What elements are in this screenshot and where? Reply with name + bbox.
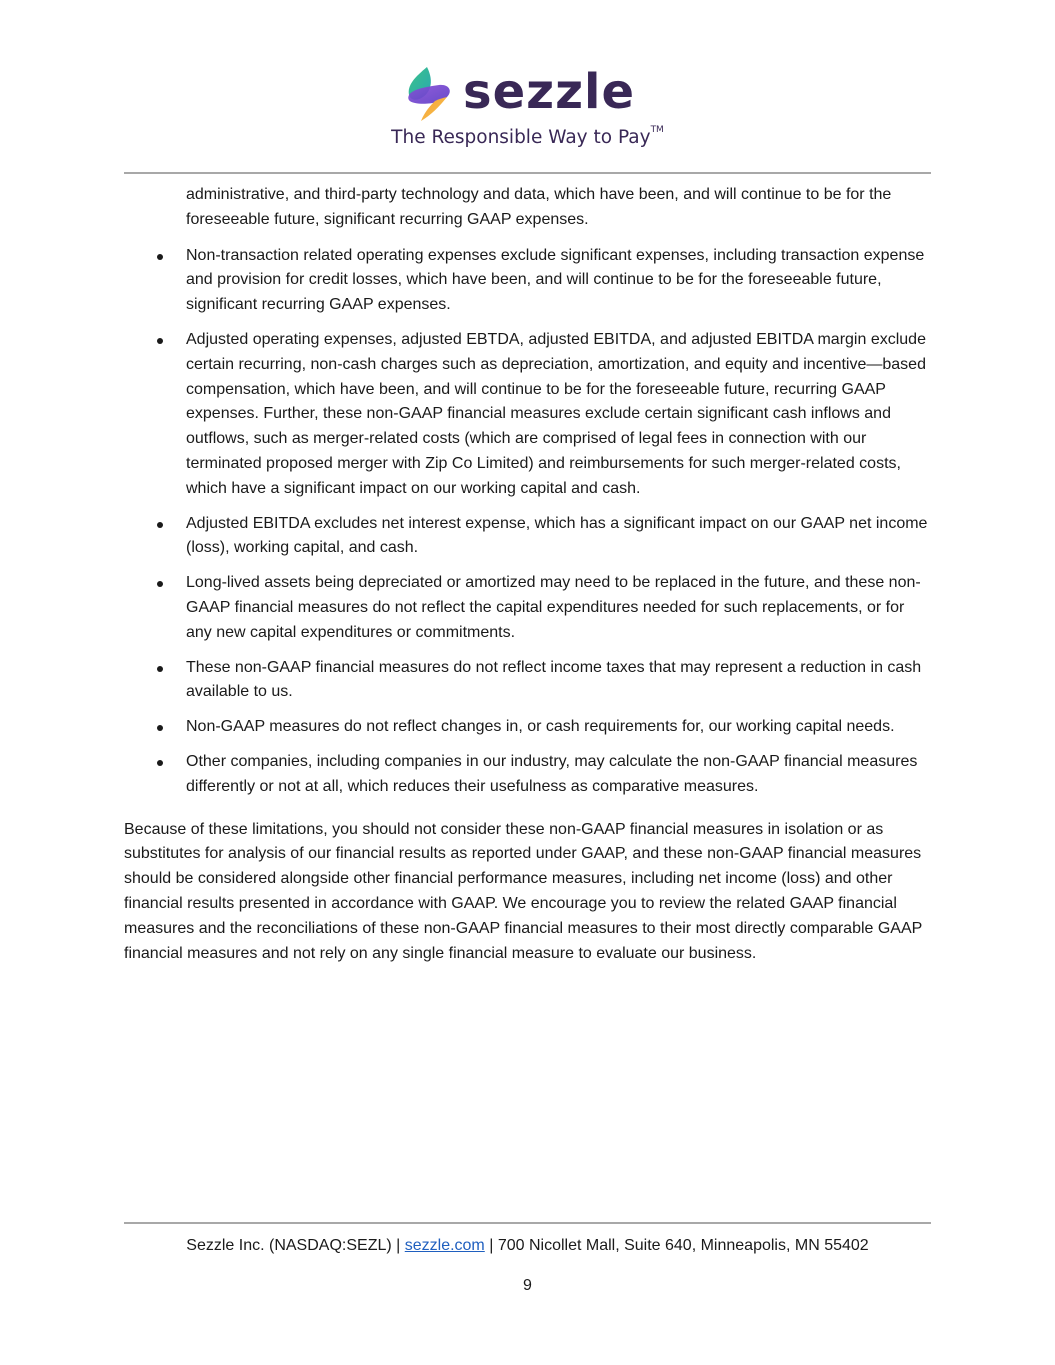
list-item-text: Long-lived assets being depreciated or amortized may need to be replaced in the future, and these non-GAAP financial measures do not reflect the capital expenditures needed for such replacements, or for any new capital expenditures or commitments. [186,574,921,641]
list-item [124,715,934,740]
list-item [124,512,934,562]
list-item [124,571,934,645]
website-link[interactable]: sezzle.com [404,1237,485,1254]
list-item-text: Other companies, including companies in our industry, may calculate the non-GAAP financial measures differently or not at all, which reduces their usefulness as comparative measures. [186,752,918,795]
sezzle-logo [405,64,635,124]
closing-paragraph: Because of these limitations, you should not consider these non-GAAP financial measures in isolation or as substitutes for analysis of our financial results as reported under GAAP, and these non-GAAP financial measures should be considered alongside other financial performance measures, including net income (loss) and other financial results presented in accordance with GAAP. We encourage you to review the related GAAP financial measures and the reconciliations of these non-GAAP financial measures to their most directly comparable GAAP financial measures and not rely on any single financial measure to evaluate our business. [124,820,923,962]
list-item [124,656,934,706]
bullet-icon [157,338,163,344]
document-body [124,183,934,966]
list-item [124,750,934,800]
list-item [124,328,934,502]
continued-paragraph: administrative, and third-party technology and data, which have been, and will continue to be for the foreseeable future, significant recurring GAAP expenses. [186,186,892,228]
list-item-text: Non-transaction related operating expenses exclude significant expenses, including transaction expense and provision for credit losses, which have been, and will continue to be for the foreseeable future, significant recurring GAAP expenses. [186,246,925,314]
bullet-icon [157,760,163,766]
bullet-icon [157,581,163,587]
footer-address: | 700 Nicollet Mall, Suite 640, Minneapolis, MN 55402 [484,1237,869,1254]
sezzle-logo-icon [405,65,455,123]
list-item-text: These non-GAAP financial measures do not reflect income taxes that may represent a reduction in cash available to us. [186,658,922,701]
list-item-text: Adjusted EBITDA excludes net interest expense, which has a significant impact on our GAAP net income (loss), working capital, and cash. [186,514,928,557]
page-number: 9 [523,1277,532,1294]
list-item-text: Adjusted operating expenses, adjusted EBTDA, adjusted EBITDA, and adjusted EBITDA margin exclude certain recurring, non-cash charges such as depreciation, amortization, and equity and incentive—based compensation, which have been, and will continue to be for the foreseeable future, recurring GAAP expenses. Further, these non-GAAP financial measures exclude certain significant cash inflows and outflows, such as merger-related costs (which are comprised of legal fees in connection with our terminated proposed merger with Zip Co Limited) and reimbursements for such merger-related costs, which have a significant impact on our working capital and cash. [186,330,926,497]
footer-company: Sezzle Inc. (NASDAQ:SEZL) | [186,1237,405,1254]
limitations-list [124,244,934,800]
tagline [0,127,1055,148]
trademark-symbol: TM [650,125,664,135]
page-header [0,60,1055,160]
bullet-icon [157,725,163,731]
bullet-icon [157,254,163,260]
header-divider [124,172,931,174]
bullet-icon [157,666,163,672]
list-item [124,244,934,318]
tagline-text: The Responsible Way to Pay [391,127,651,148]
list-item-text: Non-GAAP measures do not reflect changes in, or cash requirements for, our working capital needs. [186,718,895,736]
page-footer [0,1234,1055,1258]
footer-divider [124,1222,931,1224]
brand-name: sezzle [463,64,636,120]
bullet-icon [157,522,163,528]
